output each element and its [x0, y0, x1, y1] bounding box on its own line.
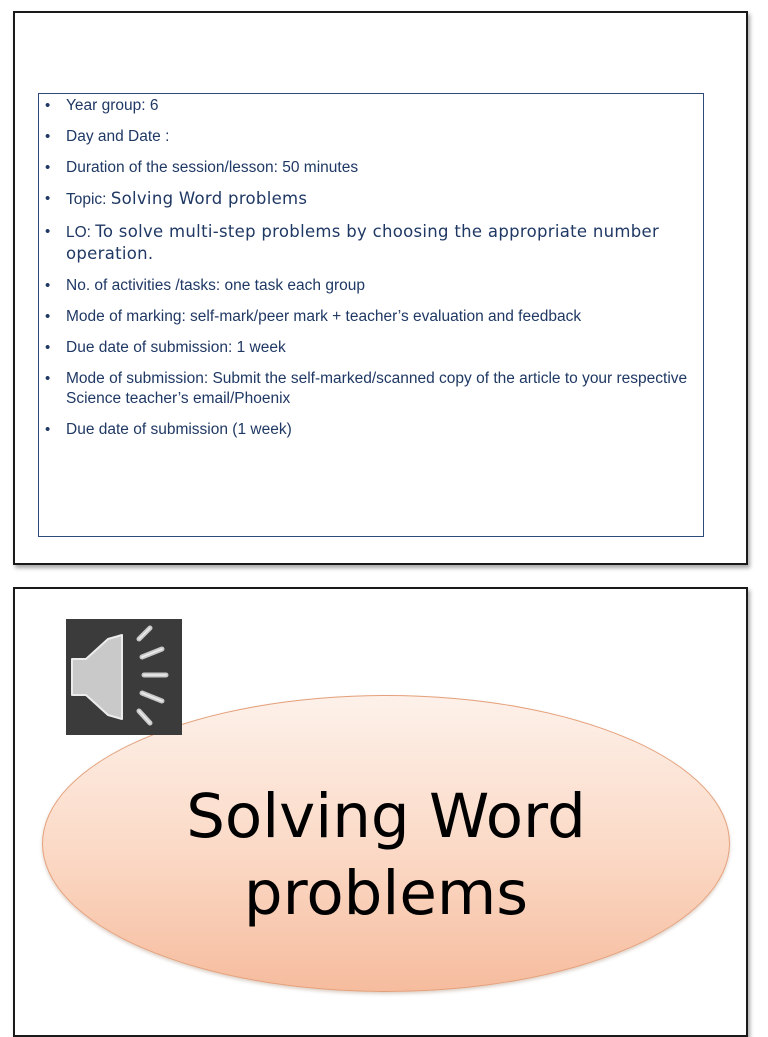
bullet-label: Topic: — [66, 191, 111, 208]
bullet-value: 50 minutes — [277, 159, 359, 176]
bullet-activities — [45, 276, 697, 296]
bullet-value: Solving Word problems — [110, 189, 308, 208]
speaker-icon[interactable] — [66, 619, 182, 735]
bullet-label: Duration of the session/lesson: — [66, 159, 278, 176]
bullet-dot-icon: • — [45, 370, 51, 387]
bullet-dot-icon: • — [45, 277, 51, 294]
bullet-value: 6 — [145, 97, 159, 114]
bullet-topic — [45, 189, 697, 210]
bullet-marking — [45, 307, 697, 327]
bullet-duration — [45, 158, 697, 178]
bullet-learning-objective — [45, 221, 697, 265]
lesson-info-list — [45, 96, 697, 451]
bullet-dot-icon: • — [45, 339, 51, 356]
slide-2 — [13, 587, 748, 1037]
bullet-label: LO: — [66, 224, 96, 241]
slide-1 — [13, 11, 748, 565]
lesson-info-textbox — [38, 93, 704, 537]
bullet-dot-icon: • — [45, 190, 51, 207]
speaker-icon-graphic — [66, 619, 182, 735]
bullet-dot-icon: • — [45, 421, 51, 438]
bullet-label: Mode of marking: — [66, 308, 186, 325]
bullet-day-date — [45, 127, 697, 147]
bullet-value: To solve multi-step problems by choosing the appropriate number operation. — [66, 222, 660, 263]
bullet-value: self-mark/peer mark + teacher’s evaluation and feedback — [185, 308, 582, 325]
slide-title: Solving Word problems — [186, 781, 586, 929]
bullet-dot-icon: • — [45, 159, 51, 176]
bullet-label: Due date of submission — [66, 421, 228, 438]
bullet-value: one task each group — [220, 277, 365, 294]
bullet-dot-icon: • — [45, 308, 51, 325]
bullet-value: 1 week — [232, 339, 286, 356]
bullet-label: No. of activities /tasks: — [66, 277, 221, 294]
bullet-dot-icon: • — [45, 97, 51, 114]
bullet-year-group — [45, 96, 697, 116]
bullet-dot-icon: • — [45, 223, 51, 240]
bullet-dot-icon: • — [45, 128, 51, 145]
bullet-label: Day and Date : — [66, 128, 170, 145]
bullet-value: (1 week) — [227, 421, 292, 438]
title-oval — [42, 695, 730, 992]
bullet-submission-mode — [45, 369, 697, 409]
bullet-label: Mode of submission: — [66, 370, 209, 387]
bullet-label: Year group: — [66, 97, 146, 114]
bullet-due-date-2 — [45, 420, 697, 440]
bullet-due-date — [45, 338, 697, 358]
bullet-label: Due date of submission: — [66, 339, 233, 356]
bullet-value: Submit the self-marked/scanned copy of the article to your respective Science teacher’s email/Phoenix — [66, 370, 688, 407]
